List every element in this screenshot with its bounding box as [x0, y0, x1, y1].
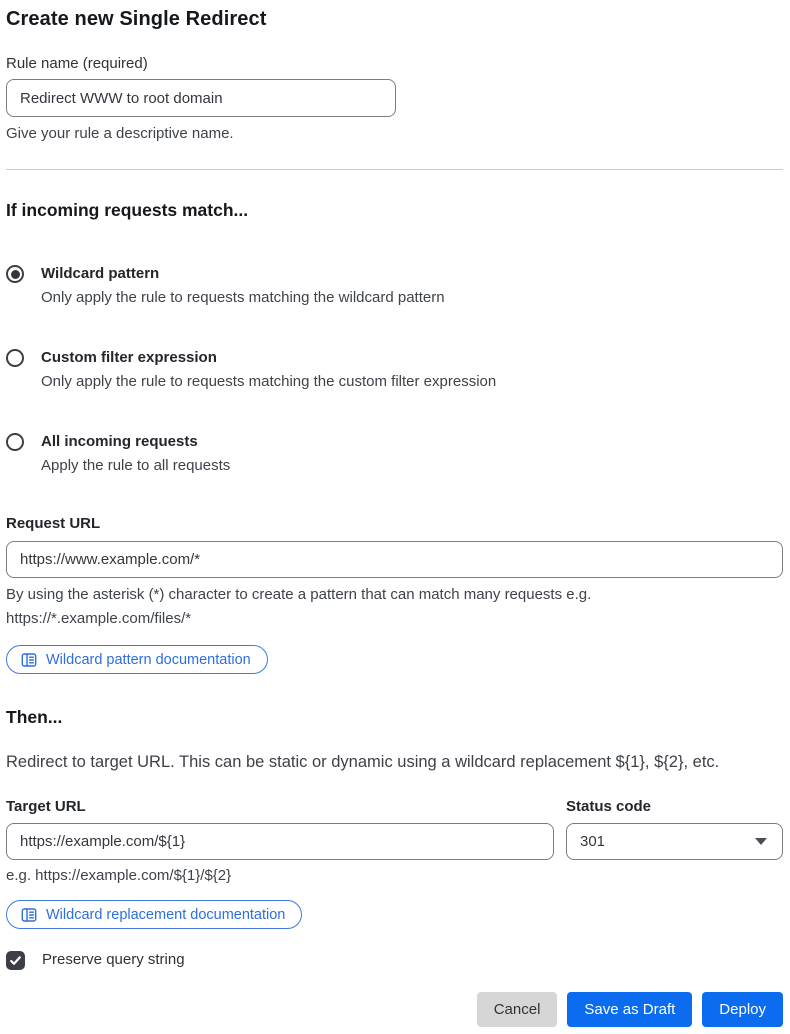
book-icon: [21, 907, 37, 923]
then-description: Redirect to target URL. This can be static or dynamic using a wildcard replacement ${1}, ${2}, etc.: [6, 753, 720, 771]
cancel-button[interactable]: Cancel: [477, 992, 558, 1027]
request-url-help: [6, 583, 783, 631]
save-as-draft-button[interactable]: Save as Draft: [567, 992, 692, 1027]
rule-name-label: Rule name (required): [6, 55, 148, 72]
radio-option-wildcard-pattern[interactable]: [6, 264, 783, 308]
request-url-input[interactable]: [6, 541, 783, 578]
rule-name-input[interactable]: [6, 79, 396, 117]
wildcard-pattern-doc-button[interactable]: [6, 645, 268, 674]
doc-button-label: Wildcard replacement documentation: [46, 906, 286, 923]
radio-description: Only apply the rule to requests matching the wildcard pattern: [41, 289, 445, 306]
match-section-heading: If incoming requests match...: [6, 200, 249, 220]
form-footer: [6, 992, 783, 1027]
match-type-radio-group: [6, 264, 783, 476]
radio-label: All incoming requests: [41, 433, 198, 450]
radio-option-custom-filter-expression[interactable]: [6, 348, 783, 392]
preserve-query-checkbox[interactable]: [6, 951, 25, 970]
request-url-help-line2: https://*.example.com/files/*: [6, 610, 192, 627]
preserve-query-string-row[interactable]: [6, 950, 783, 970]
doc-button-label: Wildcard pattern documentation: [46, 651, 251, 668]
target-url-label: Target URL: [6, 798, 86, 815]
section-divider: [6, 169, 783, 170]
request-url-label: Request URL: [6, 515, 101, 532]
radio-description: Only apply the rule to requests matching the custom filter expression: [41, 373, 497, 390]
chevron-down-icon: [755, 838, 767, 845]
preserve-query-label: Preserve query string: [42, 951, 185, 968]
request-url-help-line1: By using the asterisk (*) character to create a pattern that can match many requests e.g.: [6, 586, 592, 603]
radio-button-icon[interactable]: [6, 265, 24, 283]
radio-label: Wildcard pattern: [41, 265, 160, 282]
deploy-button[interactable]: Deploy: [702, 992, 783, 1027]
radio-description: Apply the rule to all requests: [41, 457, 231, 474]
book-icon: [21, 652, 37, 668]
wildcard-replacement-doc-button[interactable]: [6, 900, 302, 929]
target-url-input[interactable]: [6, 823, 554, 860]
radio-option-all-incoming-requests[interactable]: [6, 432, 783, 476]
target-status-row: [6, 797, 783, 886]
checkmark-icon: [9, 954, 22, 967]
target-url-help: e.g. https://example.com/${1}/${2}: [6, 867, 232, 884]
then-section-heading: Then...: [6, 707, 63, 727]
page-title: Create new Single Redirect: [6, 8, 267, 30]
status-code-label: Status code: [566, 798, 652, 815]
status-code-value: 301: [580, 833, 606, 850]
radio-button-icon[interactable]: [6, 349, 24, 367]
rule-name-help: Give your rule a descriptive name.: [6, 125, 234, 142]
radio-label: Custom filter expression: [41, 349, 217, 366]
radio-button-icon[interactable]: [6, 433, 24, 451]
status-code-select[interactable]: [566, 823, 783, 860]
